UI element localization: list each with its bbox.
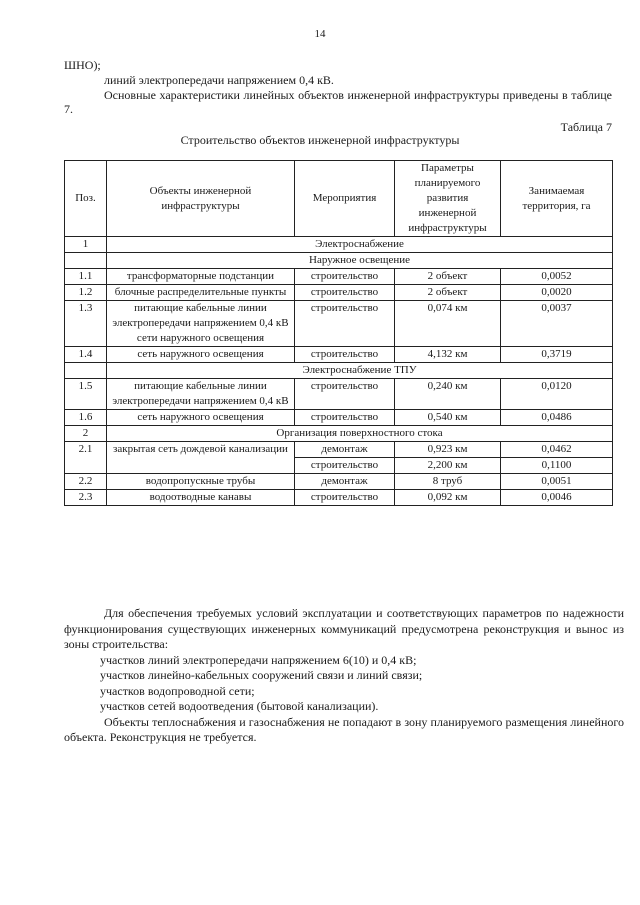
cell-measure: строительство — [295, 410, 395, 426]
cell-param: 0,923 км — [395, 442, 501, 458]
cell-param: 0,074 км — [395, 301, 501, 347]
table-label: Таблица 7 — [560, 120, 612, 134]
cell-object: сеть наружного освещения — [107, 410, 295, 426]
table-row — [65, 347, 613, 363]
cell-measure: строительство — [295, 301, 395, 347]
infrastructure-table — [64, 160, 613, 506]
table-row — [65, 379, 613, 410]
cell-measure: строительство — [295, 269, 395, 285]
header-params: Параметры планируемого развития инженерной инфраструктуры — [395, 161, 501, 237]
table-title: Строительство объектов инженерной инфраструктуры — [180, 133, 460, 147]
cell-param: 2 объект — [395, 285, 501, 301]
cell-object: трансформаторные подстанции — [107, 269, 295, 285]
cell-measure: строительство — [295, 379, 395, 410]
list-item: участков сетей водоотведения (бытовой канализации). — [100, 699, 379, 713]
table-row — [65, 474, 613, 490]
header-objects: Объекты инженерной инфраструктуры — [107, 161, 295, 237]
table-row — [65, 490, 613, 506]
cell-pos: 1.3 — [65, 301, 107, 347]
subsection-title: Наружное освещение — [107, 253, 613, 269]
cell-object: водоотводные канавы — [107, 490, 295, 506]
cell-param: 2,200 км — [395, 458, 501, 474]
intro-paragraph: Основные характеристики линейных объектов инженерной инфраструктуры приведены в таблице 7. — [64, 88, 612, 116]
list-item: участков водопроводной сети; — [100, 683, 255, 698]
cell-territory: 0,0020 — [501, 285, 613, 301]
cell-param: 0,092 км — [395, 490, 501, 506]
cell-territory: 0,0120 — [501, 379, 613, 410]
cell-object: питающие кабельные линии электропередачи напряжением 0,4 кВ сети наружного освещения — [107, 301, 295, 347]
table-row — [65, 301, 613, 347]
cell-measure: строительство — [295, 490, 395, 506]
section-title: Электроснабжение — [107, 237, 613, 253]
cell-territory: 0,0486 — [501, 410, 613, 426]
subsection-row — [65, 363, 613, 379]
section-title: Организация поверхностного стока — [107, 426, 613, 442]
list-item: участков линий электропередачи напряжением 6(10) и 0,4 кВ; — [100, 652, 417, 667]
cell-object: водопропускные трубы — [107, 474, 295, 490]
cell-object: питающие кабельные линии электропередачи напряжением 0,4 кВ — [107, 379, 295, 410]
cell-territory: 0,0037 — [501, 301, 613, 347]
cell-measure: строительство — [295, 285, 395, 301]
closing-text — [64, 606, 624, 746]
cell-pos: 1.4 — [65, 347, 107, 363]
section-row — [65, 237, 613, 253]
section-number: 2 — [65, 426, 107, 442]
cell-pos: 1.2 — [65, 285, 107, 301]
header-pos: Поз. — [65, 161, 107, 237]
cell-pos: 1.1 — [65, 269, 107, 285]
cell-object: блочные распределительные пункты — [107, 285, 295, 301]
cell-pos: 1.6 — [65, 410, 107, 426]
cell-object: закрытая сеть дождевой канализации — [107, 442, 295, 474]
cell-param: 4,132 км — [395, 347, 501, 363]
cell-territory: 0,0462 — [501, 442, 613, 458]
cell-territory: 0,3719 — [501, 347, 613, 363]
table-row — [65, 410, 613, 426]
cell-measure: демонтаж — [295, 474, 395, 490]
page-number: 14 — [314, 28, 326, 40]
cell-measure: демонтаж — [295, 442, 395, 458]
list-item: участков линейно-кабельных сооружений связи и линий связи; — [100, 668, 423, 682]
cell-param: 2 объект — [395, 269, 501, 285]
cell-pos: 2.3 — [65, 490, 107, 506]
closing-paragraph-2: Объекты теплоснабжения и газоснабжения не попадают в зону планируемого размещения линейного объекта. Реконструкция не требуется. — [64, 714, 624, 744]
table-header-row — [65, 161, 613, 237]
section-row — [65, 426, 613, 442]
cell-measure: строительство — [295, 458, 395, 474]
cell-pos: 2.1 — [65, 442, 107, 474]
cell-territory: 0,1100 — [501, 458, 613, 474]
cell-territory: 0,0052 — [501, 269, 613, 285]
table-row — [65, 285, 613, 301]
header-territory: Занимаемая территория, га — [501, 161, 613, 237]
cell-pos: 1.5 — [65, 379, 107, 410]
intro-line-1: ШНО); — [64, 58, 101, 72]
intro-line-2: линий электропередачи напряжением 0,4 кВ. — [104, 73, 334, 87]
closing-paragraph-1: Для обеспечения требуемых условий эксплуатации и соответствующих параметров по надежности функционирования существующих инженерных коммуникаций предусмотрена реконструкция и вынос из зоны строительства: — [64, 606, 624, 651]
table-row — [65, 269, 613, 285]
cell-param: 0,540 км — [395, 410, 501, 426]
cell-pos: 2.2 — [65, 474, 107, 490]
cell-param: 8 труб — [395, 474, 501, 490]
cell-territory: 0,0046 — [501, 490, 613, 506]
header-measures: Мероприятия — [295, 161, 395, 237]
cell-territory: 0,0051 — [501, 474, 613, 490]
cell-object: сеть наружного освещения — [107, 347, 295, 363]
cell-param: 0,240 км — [395, 379, 501, 410]
table-row — [65, 442, 613, 458]
subsection-title: Электроснабжение ТПУ — [107, 363, 613, 379]
subsection-row — [65, 253, 613, 269]
section-number: 1 — [65, 237, 107, 253]
cell-measure: строительство — [295, 347, 395, 363]
